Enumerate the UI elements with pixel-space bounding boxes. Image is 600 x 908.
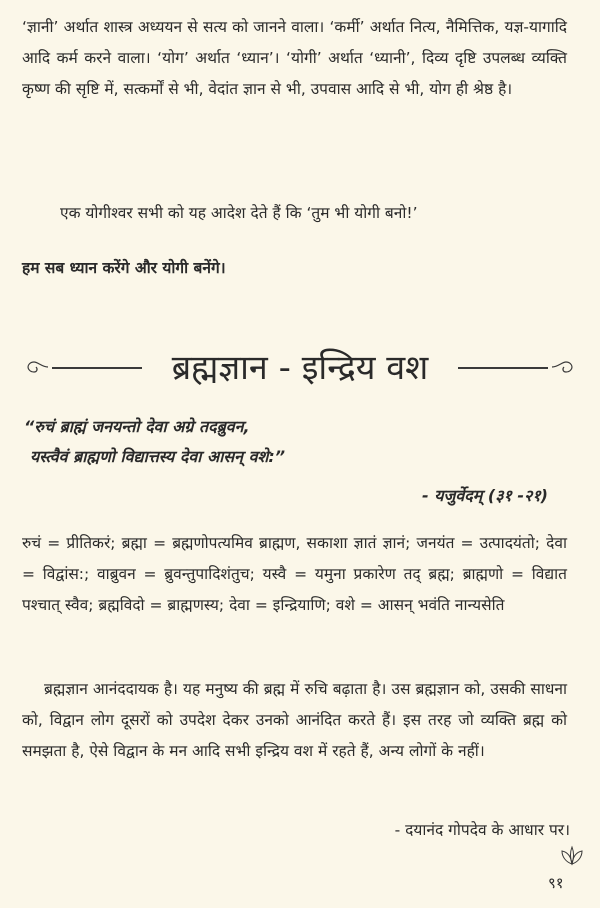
verse-reference: - यजुर्वेदम् (३१ -२१) — [421, 486, 548, 505]
paragraph-yogi-meaning: ‘ज्ञानी’ अर्थात शास्त्र अध्ययन से सत्य को जानने वाला। ‘कर्मी’ अर्थात नित्य, नैमित्तिक, यज्ञ-यागादि आदि कर्म करने वाला। ‘योग’ अर्थात ‘ध्यान’। ‘योगी’ अर्थात ‘ध्यानी’, दिव्य दृष्टि उपलब्ध व्यक्ति कृष्ण की सृष्टि में, सत्कर्मों से भी, वेदांत ज्ञान से भी, उपवास आदि से भी, योग ही श्रेष्ठ है। — [22, 18, 567, 98]
section-title: ब्रह्मज्ञान - इन्द्रिय वश — [171, 348, 429, 388]
leaf-ornament-icon — [557, 844, 587, 866]
paragraph-brahmagyan-explanation: ब्रह्मज्ञान आनंददायक है। यह मनुष्य की ब्रह्म में रुचि बढ़ाता है। उस ब्रह्मज्ञान को, उसकी साधना को, विद्वान लोग दूसरों को उपदेश देकर उनको आनंदित करते हैं। इस तरह जो व्यक्ति ब्रह्म को समझता है, ऐसे विद्वान के मन आदि सभी इन्द्रिय वश में रहते हैं, अन्य लोगों के नहीं। — [22, 680, 567, 760]
verse-line-1: “रुचं ब्राह्मं जनयन्तो देवा अग्रे तदब्रुवन, — [24, 417, 250, 436]
attribution: - दयानंद गोपदेव के आधार पर। — [394, 821, 570, 839]
word-glossary: रुचं = प्रीतिकरं; ब्रह्मा = ब्रह्मणोपत्यमिव ब्राह्मण, सकाशा ज्ञातं ज्ञानं; जनयंत = उत्पादयंतो; देवा = विद्वांस:; वाब्रुवन = ब्रुवन्तुपादिशंतुच; यस्वै = यमुना प्रकारेण तद् ब्रह्म; ब्राह्मणो = विद्यात पश्चात् स्वैव; ब्रह्मविदो = ब्राह्मणस्य; देवा = इन्द्रियाणि; वशे = आसन् भवंति नान्यसेति — [22, 534, 567, 614]
right-flourish-icon — [550, 359, 574, 375]
paragraph-yogishwar-instruction: एक योगीश्वर सभी को यह आदेश देते हैं कि ‘तुम भी योगी बनो!’ — [60, 204, 418, 222]
page-number: ९१ — [548, 874, 564, 892]
section-heading — [20, 338, 580, 400]
verse-line-2: यस्त्वैवं ब्राह्मणो विद्यात्तस्य देवा आसन् वशे:” — [30, 447, 286, 466]
paragraph-resolution-bold: हम सब ध्यान करेंगे और योगी बनेंगे। — [22, 259, 226, 277]
heading-rule-right — [458, 367, 548, 369]
